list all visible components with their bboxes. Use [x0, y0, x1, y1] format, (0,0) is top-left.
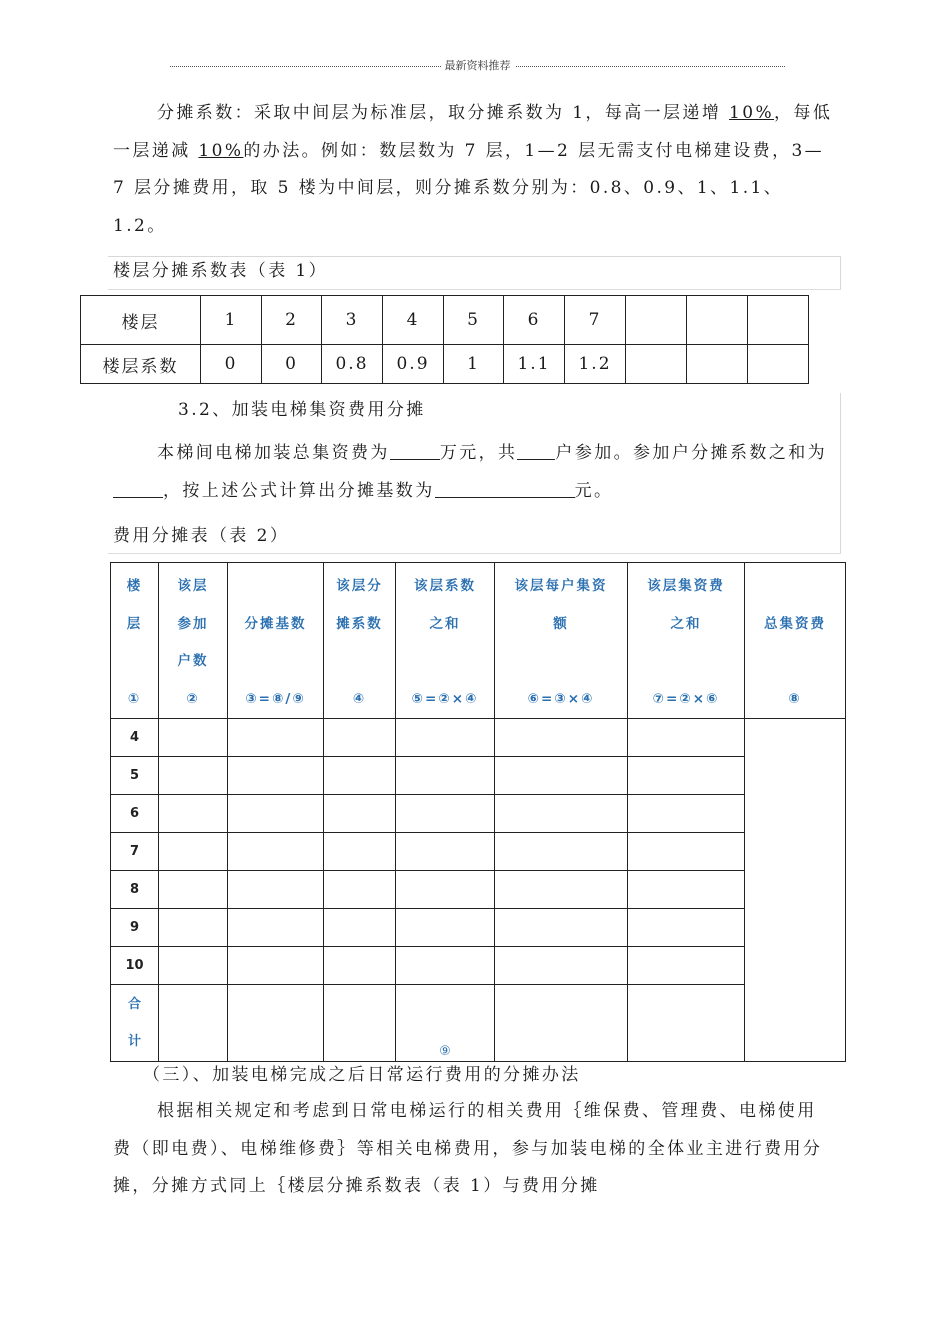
table-row [111, 833, 846, 871]
table2-header-cell: 该层分 摊系数 ④ [324, 563, 396, 719]
table2-data-cell[interactable] [159, 795, 228, 833]
section32-text-2: 万元，共 [439, 443, 518, 463]
table2-sum-label: 合 计 [111, 985, 159, 1062]
table1-coef-row [81, 345, 809, 384]
table2-data-cell[interactable] [159, 947, 228, 985]
header-text: 最新资料推荐 [441, 57, 515, 75]
table2-sum-mark: ⑨ [396, 985, 495, 1062]
table1-coef-label: 楼层系数 [81, 345, 201, 384]
table2-header-cell: 分摊基数 ③=⑧/⑨ [228, 563, 324, 719]
table2-floor-cell: 9 [111, 909, 159, 947]
table2-data-cell[interactable] [628, 909, 745, 947]
table2-data-cell[interactable] [228, 947, 324, 985]
table2-data-cell[interactable] [628, 757, 745, 795]
coef-sum-blank[interactable] [113, 479, 163, 498]
table2-floor-cell: 7 [111, 833, 159, 871]
table2-data-cell[interactable] [396, 871, 495, 909]
section32-text-1: 本梯间电梯加装总集资费为 [157, 443, 390, 463]
table2-header-cell: 该层集资费 之和 ⑦=②×⑥ [628, 563, 745, 719]
table2-total-cell[interactable] [745, 719, 846, 1062]
table1-coef-cell: 0.9 [383, 345, 444, 384]
table2-data-cell[interactable] [228, 909, 324, 947]
table1-floor-cell: 7 [565, 296, 626, 345]
table2-data-cell[interactable] [396, 833, 495, 871]
section3-paragraph [113, 1093, 835, 1206]
table2-data-cell[interactable] [495, 871, 628, 909]
intro-pct-up: 10% [729, 103, 775, 123]
household-count-blank[interactable] [517, 441, 555, 460]
table2-data-cell[interactable] [159, 871, 228, 909]
table2-data-cell[interactable] [396, 719, 495, 757]
table2-data-cell[interactable] [324, 795, 396, 833]
section32-text-4: ，按上述公式计算出分摊基数为 [163, 480, 435, 501]
table2-data-cell[interactable] [324, 833, 396, 871]
base-amount-blank[interactable] [435, 479, 575, 498]
table2-data-cell[interactable] [495, 909, 628, 947]
section32-paragraph [113, 435, 835, 510]
table2-data-cell[interactable] [396, 795, 495, 833]
table-row [111, 947, 846, 985]
table2-data-cell[interactable] [159, 833, 228, 871]
table2-data-cell[interactable] [628, 833, 745, 871]
table1-floor-cell: 1 [201, 296, 262, 345]
table2-sum-cell[interactable] [228, 985, 324, 1062]
table1-floor-row [81, 296, 809, 345]
table2-data-cell[interactable] [495, 833, 628, 871]
table2-sum-cell[interactable] [324, 985, 396, 1062]
table1-floor-cell: 2 [262, 296, 322, 345]
table1-coef-cell: 0 [201, 345, 262, 384]
section32-text-3: 户参加。参加户分摊系数之和为 [555, 443, 828, 463]
table2-data-cell[interactable] [628, 719, 745, 757]
table-row [111, 719, 846, 757]
table1-coef-cell: 1.2 [565, 345, 626, 384]
table2-floor-cell: 10 [111, 947, 159, 985]
table2-data-cell[interactable] [228, 757, 324, 795]
table2-data-cell[interactable] [228, 719, 324, 757]
table2-header-row [111, 563, 846, 719]
section3-title: （三）、加装电梯完成之后日常运行费用的分摊办法 [143, 1065, 581, 1085]
table1-coef-cell: 1.1 [504, 345, 565, 384]
table1-coef-cell [687, 345, 748, 384]
intro-text-1: 分摊系数：采取中间层为标准层，取分摊系数为 1，每高一层递增 [157, 103, 730, 123]
table2-sum-row [111, 985, 846, 1062]
section3-body: 根据相关规定和考虑到日常电梯运行的相关费用｛维保费、管理费、电梯使用费（即电费）、电梯维修费｝等相关电梯费用，参与加装电梯的全体业主进行费用分摊，分摊方式同上｛楼层分摊系数表（表 1）与费用分摊 [113, 1101, 823, 1196]
table2-floor-cell: 8 [111, 871, 159, 909]
table1-floor-cell [626, 296, 687, 345]
page-header [170, 57, 785, 75]
cost-allocation-table [110, 562, 846, 1062]
table2-data-cell[interactable] [628, 795, 745, 833]
table1-floor-cell: 4 [383, 296, 444, 345]
table2-sum-cell[interactable] [159, 985, 228, 1062]
table2-data-cell[interactable] [324, 909, 396, 947]
table2-data-cell[interactable] [495, 757, 628, 795]
table1-floor-cell: 3 [322, 296, 383, 345]
table2-header-cell: 该层每户集资 额 ⑥=③×④ [495, 563, 628, 719]
table1-floor-cell: 5 [444, 296, 504, 345]
intro-text-2: ，每低一层递减 [113, 103, 833, 161]
table2-data-cell[interactable] [396, 909, 495, 947]
table1-coef-cell: 0.8 [322, 345, 383, 384]
table1-coef-cell: 1 [444, 345, 504, 384]
table1-caption: 楼层分摊系数表（表 1） [113, 261, 329, 281]
table1-coef-cell: 0 [262, 345, 322, 384]
section32-title: 3.2、加装电梯集资费用分摊 [178, 400, 426, 420]
table1-floor-label: 楼层 [81, 296, 201, 345]
table2-data-cell[interactable] [495, 719, 628, 757]
table2-data-cell[interactable] [228, 871, 324, 909]
table1-floor-cell [687, 296, 748, 345]
table1-coef-cell [626, 345, 687, 384]
table2-floor-cell: 6 [111, 795, 159, 833]
table2-data-cell[interactable] [159, 909, 228, 947]
table2-sum-cell[interactable] [495, 985, 628, 1062]
table2-data-cell[interactable] [495, 947, 628, 985]
table2-caption: 费用分摊表（表 2） [113, 526, 290, 546]
table-row [111, 909, 846, 947]
table2-data-cell[interactable] [159, 757, 228, 795]
total-fund-blank[interactable] [390, 441, 440, 460]
table-row [111, 871, 846, 909]
table2-data-cell[interactable] [324, 757, 396, 795]
table2-data-cell[interactable] [159, 719, 228, 757]
table1-floor-cell: 6 [504, 296, 565, 345]
table2-data-cell[interactable] [324, 719, 396, 757]
table2-data-cell[interactable] [495, 795, 628, 833]
table2-data-cell[interactable] [324, 871, 396, 909]
table2-floor-cell: 4 [111, 719, 159, 757]
table2-data-cell[interactable] [628, 947, 745, 985]
intro-text-3: 的办法。例如：数层数为 7 层，1—2 层无需支付电梯建设费，3—7 层分摊费用，取 5 楼为中间层，则分摊系数分别为：0.8、0.9、1、1.1、1.2。 [113, 140, 825, 236]
table-row [111, 795, 846, 833]
table2-sum-cell[interactable] [628, 985, 745, 1062]
table-row [111, 757, 846, 795]
intro-paragraph [113, 95, 835, 245]
table2-data-cell[interactable] [228, 795, 324, 833]
intro-pct-down: 10% [198, 140, 244, 161]
table2-header-cell: 楼 层 ① [111, 563, 159, 719]
table1-floor-cell [748, 296, 809, 345]
section32-text-5: 元。 [574, 480, 614, 501]
table2-data-cell[interactable] [396, 757, 495, 795]
table1-coef-cell [748, 345, 809, 384]
table2-header-cell: 该层 参加 户数 ② [159, 563, 228, 719]
table2-data-cell[interactable] [396, 947, 495, 985]
floor-coefficient-table [80, 295, 809, 384]
table2-data-cell[interactable] [628, 871, 745, 909]
table2-data-cell[interactable] [228, 833, 324, 871]
table2-header-cell: 总集资费 ⑧ [745, 563, 846, 719]
table2-data-cell[interactable] [324, 947, 396, 985]
table2-floor-cell: 5 [111, 757, 159, 795]
table2-header-cell: 该层系数 之和 ⑤=②×④ [396, 563, 495, 719]
